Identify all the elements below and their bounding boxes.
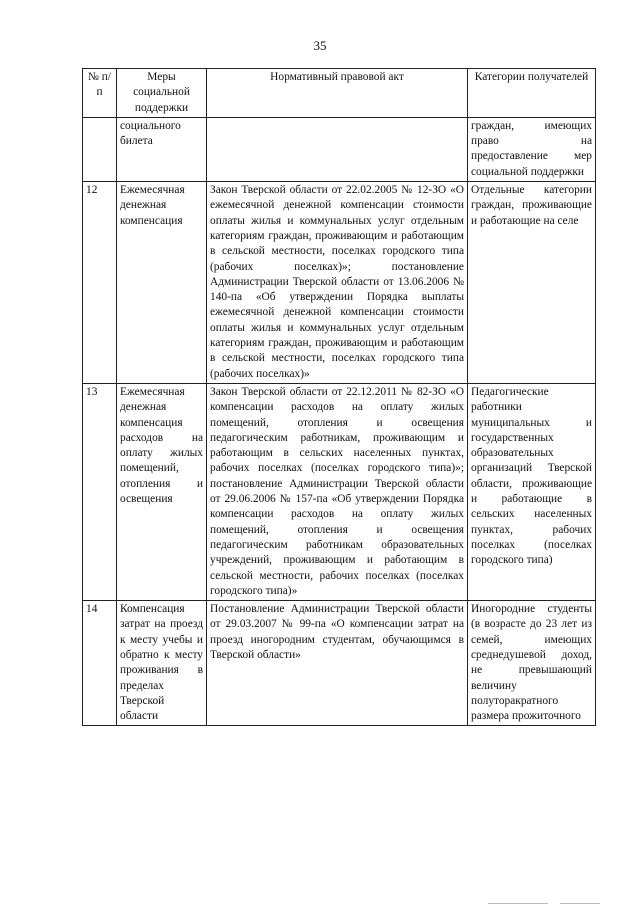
header-act: Нормативный правовой акт xyxy=(207,69,468,118)
header-category: Категории получателей xyxy=(468,69,596,118)
table-row xyxy=(83,117,596,181)
row-measure: Ежемесячная денежная компенсация xyxy=(117,182,207,384)
header-num: № п/п xyxy=(83,69,117,118)
row-category: граждан, имеющих право на предоставление мер социальной поддержки xyxy=(468,117,596,181)
social-support-table xyxy=(82,68,596,726)
row-category: Педагогические работники муниципальных и государственных образовательных организаций Тверской области, проживающие и работающие в сельских населенных пунктах, рабочих поселках (поселках городского типа) xyxy=(468,383,596,600)
row-act: Закон Тверской области от 22.12.2011 № 82-ЗО «О компенсации расходов на оплату жилых помещений, отопления и освещения педагогическим работникам, проживающим и работающим в сельских населенных пунктах, рабочих поселках (поселках городского типа)»; постановление Администрации Тверской области от 29.06.2006 № 157-па «Об утверждении Порядка компенсации расходов на оплату жилых помещений, отопления и освещения педагогическим работникам образовательных учреждений, проживающим и работающим в сельской местности, рабочих поселках (поселках городского типа)» xyxy=(207,383,468,600)
row-act: Закон Тверской области от 22.02.2005 № 12-ЗО «О ежемесячной денежной компенсации стоимости оплаты жилья и коммунальных услуг отдельным категориям граждан, проживающим и работающим в сельской местности, поселках городского типа (рабочих поселках)»; постановление Администрации Тверской области от 13.06.2006 № 140-па «Об утверждении Порядка выплаты ежемесячной денежной компенсации стоимости оплаты жилья и коммунальных услуг отдельным категориям граждан, проживающим и работающим в сельской местности, поселках городского типа (рабочих поселках)» xyxy=(207,182,468,384)
row-measure: Ежемесячная денежная компенсация расходов на оплату жилых помещений, отопления и освещения xyxy=(117,383,207,600)
row-category: Отдельные категории граждан, проживающие и работающие на селе xyxy=(468,182,596,384)
scan-edge-marks xyxy=(0,901,640,905)
row-measure: Компенсация затрат на проезд к месту учебы и обратно к месту проживания в пределах Тверской области xyxy=(117,601,207,726)
row-num: 12 xyxy=(83,182,117,384)
row-measure: социального билета xyxy=(117,117,207,181)
header-measure: Меры социальной поддержки xyxy=(117,69,207,118)
page-number: 35 xyxy=(313,38,327,53)
row-num: 13 xyxy=(83,383,117,600)
row-num xyxy=(83,117,117,181)
row-act: Постановление Администрации Тверской области от 29.03.2007 № 99-па «О компенсации затрат на проезд иногородним студентам, обучающимся в Тверской области» xyxy=(207,601,468,726)
table-row xyxy=(83,383,596,600)
row-num: 14 xyxy=(83,601,117,726)
row-category: Иногородние студенты (в возрасте до 23 лет из семей, имеющих среднедушевой доход, не превышающий величину полуторакратного размера прожиточного xyxy=(468,601,596,726)
table-header-row xyxy=(83,69,596,118)
table-row xyxy=(83,601,596,726)
row-act xyxy=(207,117,468,181)
table-row xyxy=(83,182,596,384)
